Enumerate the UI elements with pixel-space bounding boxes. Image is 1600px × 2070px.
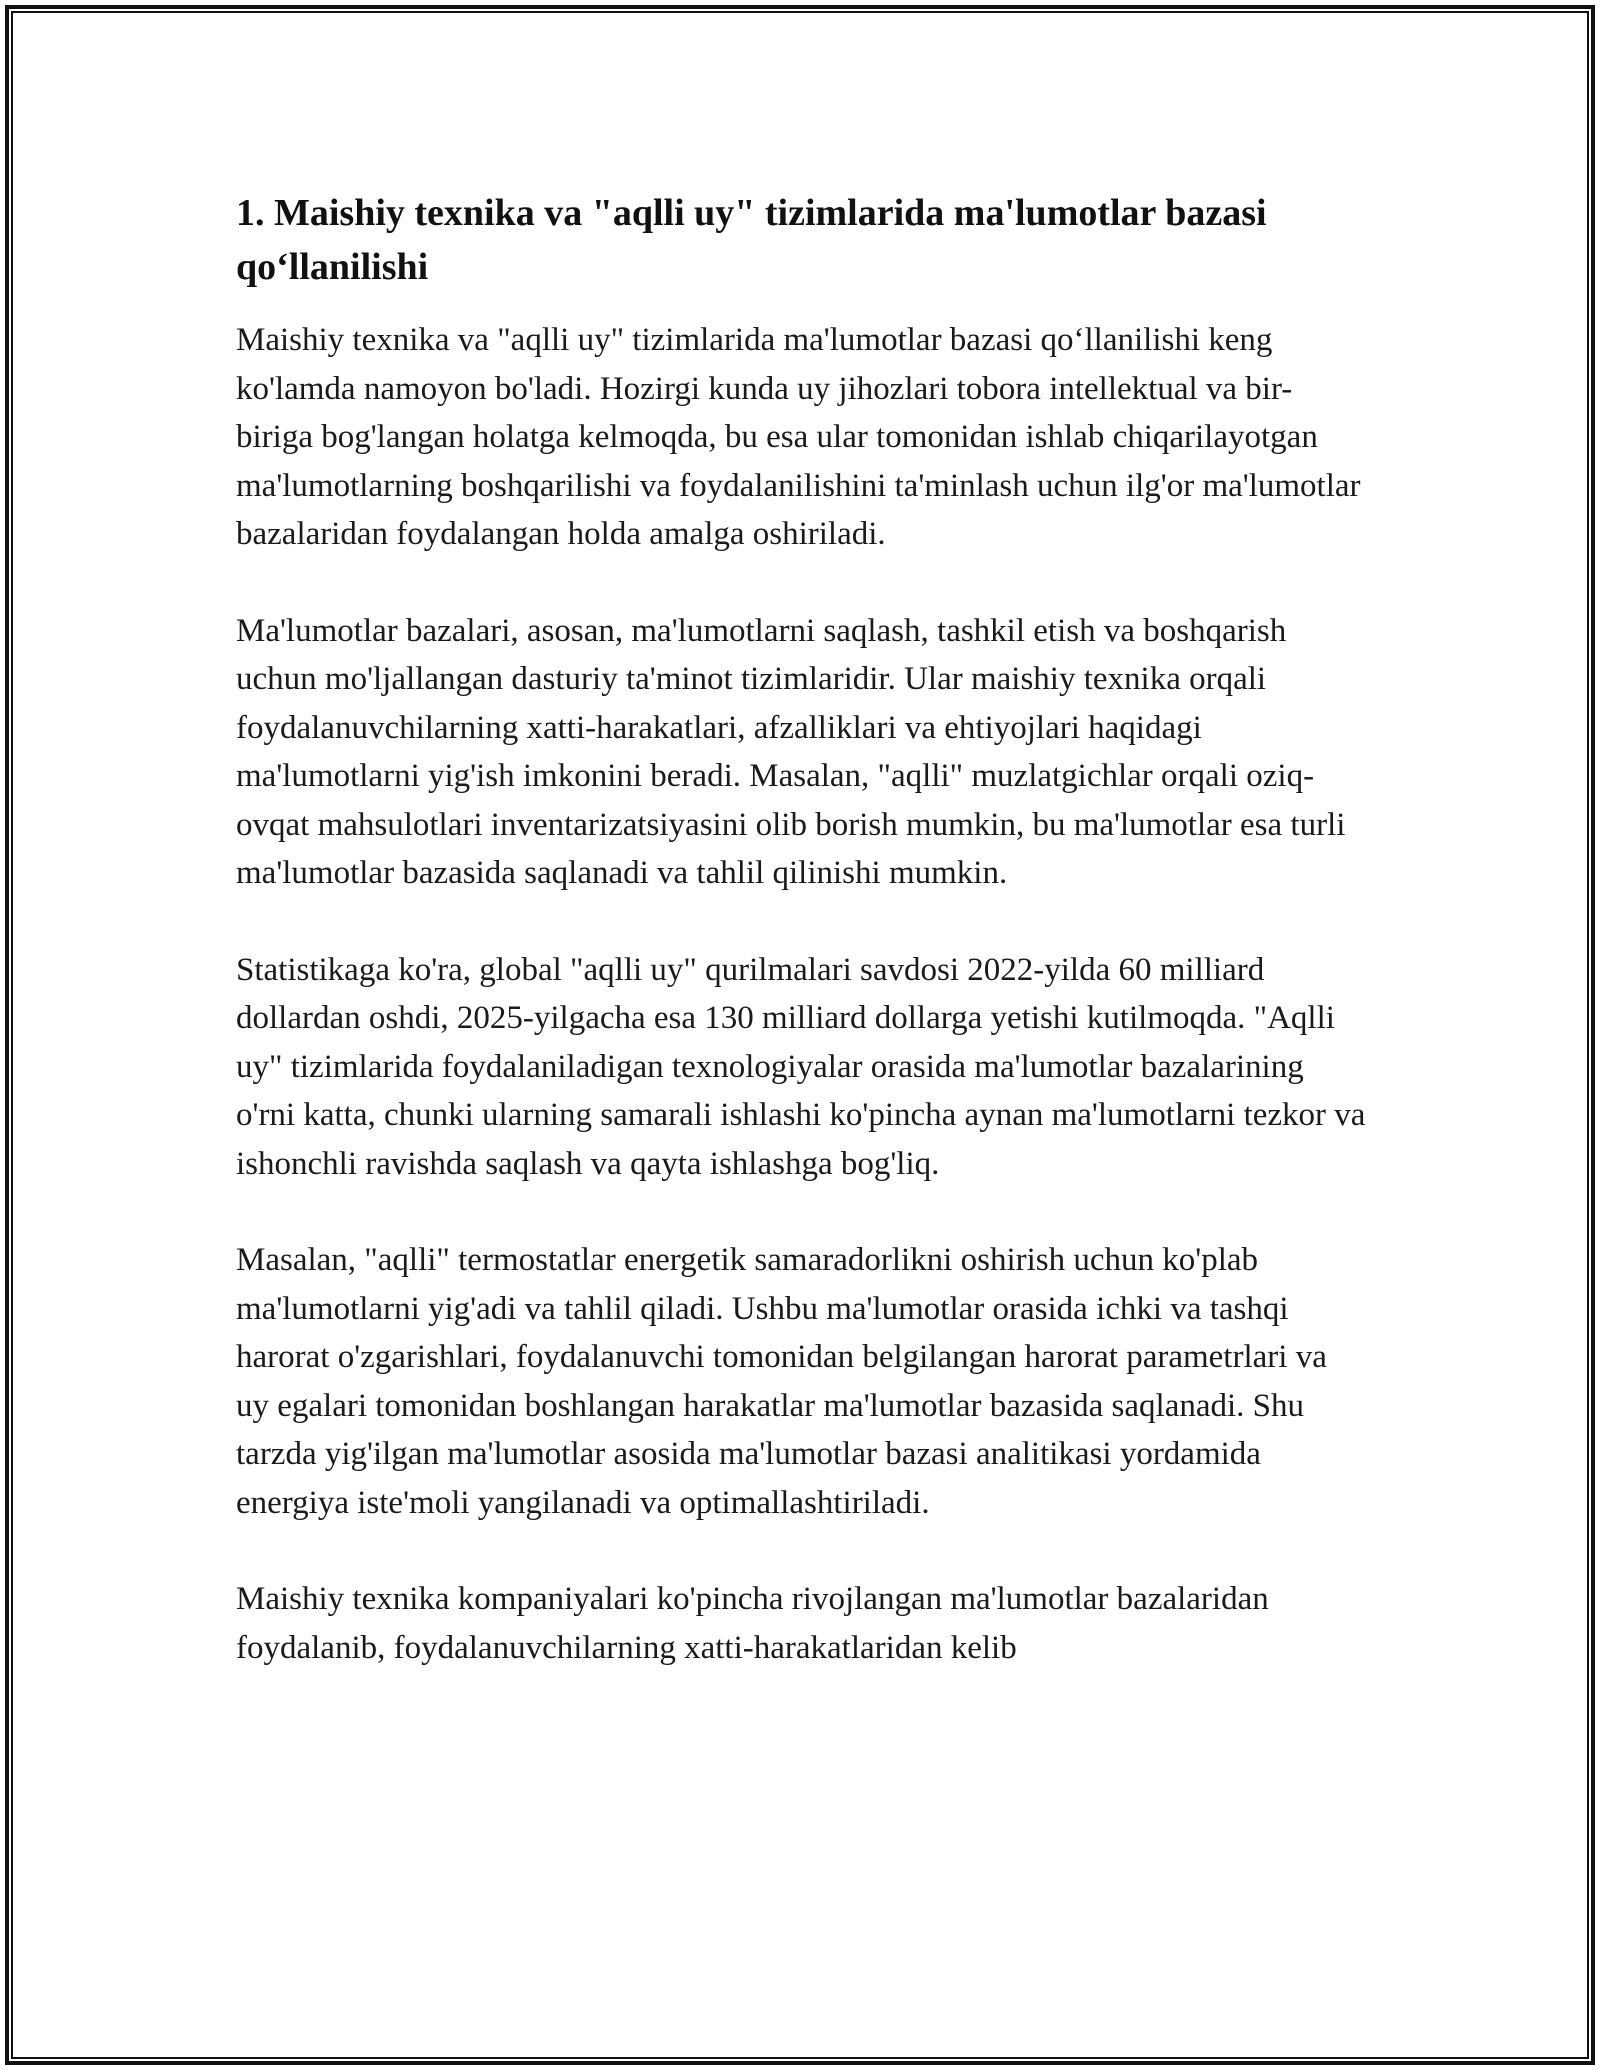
paragraph-4: Masalan, "aqlli" termostatlar energetik samaradorlikni oshirish uchun ko'plab ma'lumotlarni yig'adi va tahlil qiladi. Ushbu ma'lumotlar orasida ichki va tashqi harorat o'zgarishlari, foydalanuvchi tomonidan belgilangan harorat parametrlari va uy egalari tomonidan boshlangan harakatlar ma'lumotlar bazasida saqlanadi. Shu tarzda yig'ilgan ma'lumotlar asosida ma'lumotlar bazasi analitikasi yordamida energiya iste'moli yangilanadi va optimallashtiriladi.	[236, 1242, 1327, 1521]
paragraph-3: Statistikaga ko'ra, global "aqlli uy" qurilmalari savdosi 2022-yilda 60 milliard dollardan oshdi, 2025-yilgacha esa 130 milliard dollarga yetishi kutilmoqda. "Aqlli uy" tizimlarida foydalaniladigan texnologiyalar orasida ma'lumotlar bazalarining o'rni katta, chunki ularning samarali ishlashi ko'pincha aynan ma'lumotlarni tezkor va ishonchli ravishda saqlash va qayta ishlashga bog'liq.	[236, 951, 1366, 1182]
section-title: 1. Maishiy texnika va "aqlli uy" tizimlarida ma'lumotlar bazasi qo‘llanilishi	[236, 192, 1267, 288]
document-body	[236, 186, 1366, 1720]
paragraph-5: Maishiy texnika kompaniyalari ko'pincha rivojlangan ma'lumotlar bazalaridan foydalanib, foydalanuvchilarning xatti-harakatlaridan kelib	[236, 1581, 1269, 1666]
paragraph-1: Maishiy texnika va "aqlli uy" tizimlarida ma'lumotlar bazasi qo‘llanilishi keng ko'lamda namoyon bo'ladi. Hozirgi kunda uy jihozlari tobora intellektual va bir-biriga bog'langan holatga kelmoqda, bu esa ular tomonidan ishlab chiqarilayotgan ma'lumotlarning boshqarilishi va foydalanilishini ta'minlash uchun ilg'or ma'lumotlar bazalaridan foydalangan holda amalga oshiriladi.	[236, 322, 1361, 552]
paragraph-2: Ma'lumotlar bazalari, asosan, ma'lumotlarni saqlash, tashkil etish va boshqarish uchun mo'ljallangan dasturiy ta'minot tizimlaridir. Ular maishiy texnika orqali foydalanuvchilarning xatti-harakatlari, afzalliklari va ehtiyojlari haqidagi ma'lumotlarni yig'ish imkonini beradi. Masalan, "aqlli" muzlatgichlar orqali oziq-ovqat mahsulotlari inventarizatsiyasini olib borish mumkin, bu ma'lumotlar esa turli ma'lumotlar bazasida saqlanadi va tahlil qilinishi mumkin.	[236, 612, 1346, 891]
